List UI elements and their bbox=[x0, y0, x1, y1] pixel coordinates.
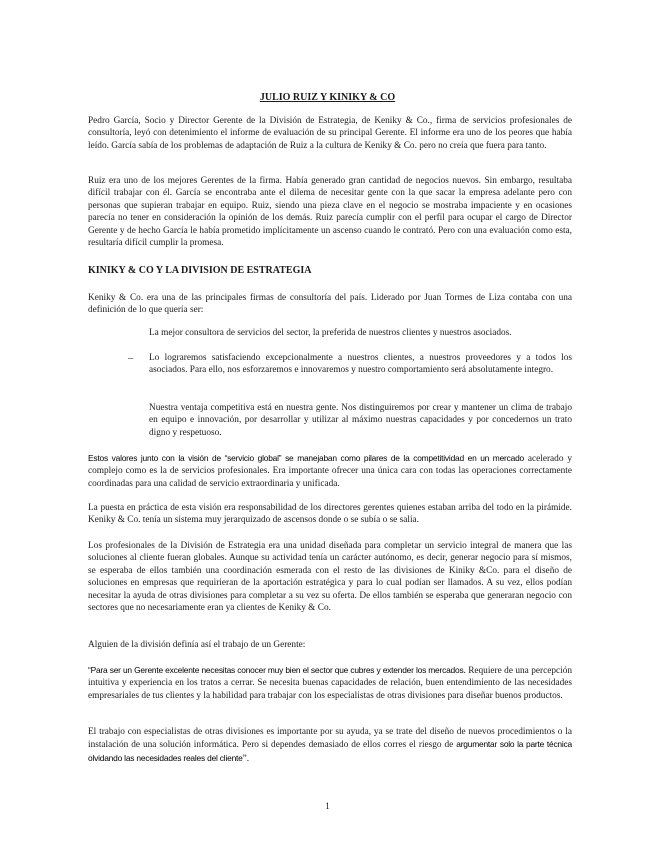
paragraph-definition: Alguien de la división definía así el trabajo de un Gerente: bbox=[88, 640, 306, 650]
section-heading: KINIKY & CO Y LA DIVISION DE ESTRATEGIA bbox=[88, 265, 312, 276]
paragraph-values bbox=[88, 452, 572, 490]
values-rest-text: acelerado y complejo como es la de servicios profesionales. Era importante ofrecer una única cara con todas las operaciones correctamente coordinadas para una calidad de servicio extraordinaria y unificada. bbox=[88, 454, 573, 489]
paragraph-practice: La puesta en práctica de esta visión era responsabilidad de los directores gerentes quienes estaban arriba del todo en la pirámide. Keniky & Co. tenía un sistema muy jerarquizado de ascensos donde o se subía o se salía. bbox=[88, 503, 572, 526]
paragraph-intro: Pedro García, Socio y Director Gerente de la División de Estrategia, de Keniky & Co., firma de servicios profesionales de consultoría, leyó con detenimiento el informe de evaluación de su principal Gerente. El informe era uno de los peores que había leído. García sabía de los problemas de adaptación de Ruiz a la cultura de Keniky & Co. pero no creía que fuera para tanto. bbox=[88, 116, 572, 151]
manager-quote-rest: . Requiere de una percepción intuitiva y experiencia en los tratos a cerrar. Se necesita buenas capacidades de relación, buen entendimiento de las necesidades empresariales de tus clientes y la habilidad para trabajar con los especialistas de otras divisiones para diseñar buenos productos. bbox=[88, 666, 572, 701]
document-title: JULIO RUIZ Y KINIKY & CO bbox=[259, 92, 396, 103]
page-number: 1 bbox=[325, 802, 330, 812]
bullet-dash: – bbox=[128, 353, 133, 364]
quote-clients: Lo lograremos satisfaciendo excepcionalmente a nuestros clientes, a nuestros proveedores y a todos los asociados. Para ello, nos esforzaremos e innovaremos y nuestro comportamiento será absolutamente integro. bbox=[149, 353, 572, 376]
paragraph-manager-quote bbox=[88, 664, 572, 702]
specialists-tail: argumentar solo la parte técnica olvidando las necesidades reales del cliente bbox=[88, 739, 572, 763]
values-lead-text: Estos valores junto con la visión de “servicio global” se manejaban como pilares de la competitividad en un mercado bbox=[88, 453, 524, 463]
quote-people: Nuestra ventaja competitiva está en nuestra gente. Nos distinguiremos por crear y mantener un clima de trabajo en equipo e innovación, por desarrollar y utilizar al máximo nuestras capacidades y por concedernos un trato digno y respetuoso. bbox=[149, 403, 572, 438]
paragraph-specialists bbox=[88, 726, 572, 765]
quote-mission: La mejor consultora de servicios del sector, la preferida de nuestros clientes y nuestros asociados. bbox=[149, 328, 512, 338]
paragraph-division: Los profesionales de la División de Estrategia era una unidad diseñada para completar un servicio integral de manera que las soluciones al cliente fueran globales. Aunque su actividad tenía un carácter autónomo, es decir, generar negocio para sí mismos, se esperaba de ellos también una coordinación esmerada con el resto de las divisiones de Kiniky &Co. para el diseño de soluciones en empresas que requirieran de la aportación estratégica y para lo cual podían ser llamados. A su vez, ellos podían necesitar la ayuda de otras divisiones para completar a su vez su oferta. De ellos también se esperaba que generaran negocio con sectores que no necesariamente eran ya clientes de Keniky & Co. bbox=[88, 541, 572, 614]
paragraph-ruiz: Ruiz era uno de los mejores Gerentes de la firma. Había generado gran cantidad de negocios nuevos. Sin embargo, resultaba difícil trabajar con él. García se encontraba ante el dilema de necesitar gente con la que sacar la empresa adelante pero con personas que supieran trabajar en equipo. Ruiz, siendo una pieza clave en el negocio se mostraba impaciente y en ocasiones parecía no tener en consideración la opinión de los demás. Ruiz parecía cumplir con el perfil para ocupar el cargo de Director Gerente y de hecho García le había prometido implícitamente un ascenso cuando le contrató. Pero con una evaluación como esta, resultaría difícil cumplir la promesa. bbox=[88, 176, 572, 249]
specialists-text: El trabajo con especialistas de otras divisiones es importante por su ayuda, ya se trate del diseño de nuevos procedimientos o la instalación de una solución informática. Pero si dependes demasiado de ellos corres el riesgo de bbox=[88, 727, 572, 751]
paragraph-firm: Keniky & Co. era una de las principales firmas de consultoría del país. Liderado por Juan Tormes de Liza contaba con una definición de lo que quería ser: bbox=[88, 293, 572, 316]
specialists-end: ”. bbox=[242, 753, 250, 764]
manager-quote-lead: “Para ser un Gerente excelente necesitas conocer muy bien el sector que cubres y extender los mercados bbox=[88, 665, 464, 675]
